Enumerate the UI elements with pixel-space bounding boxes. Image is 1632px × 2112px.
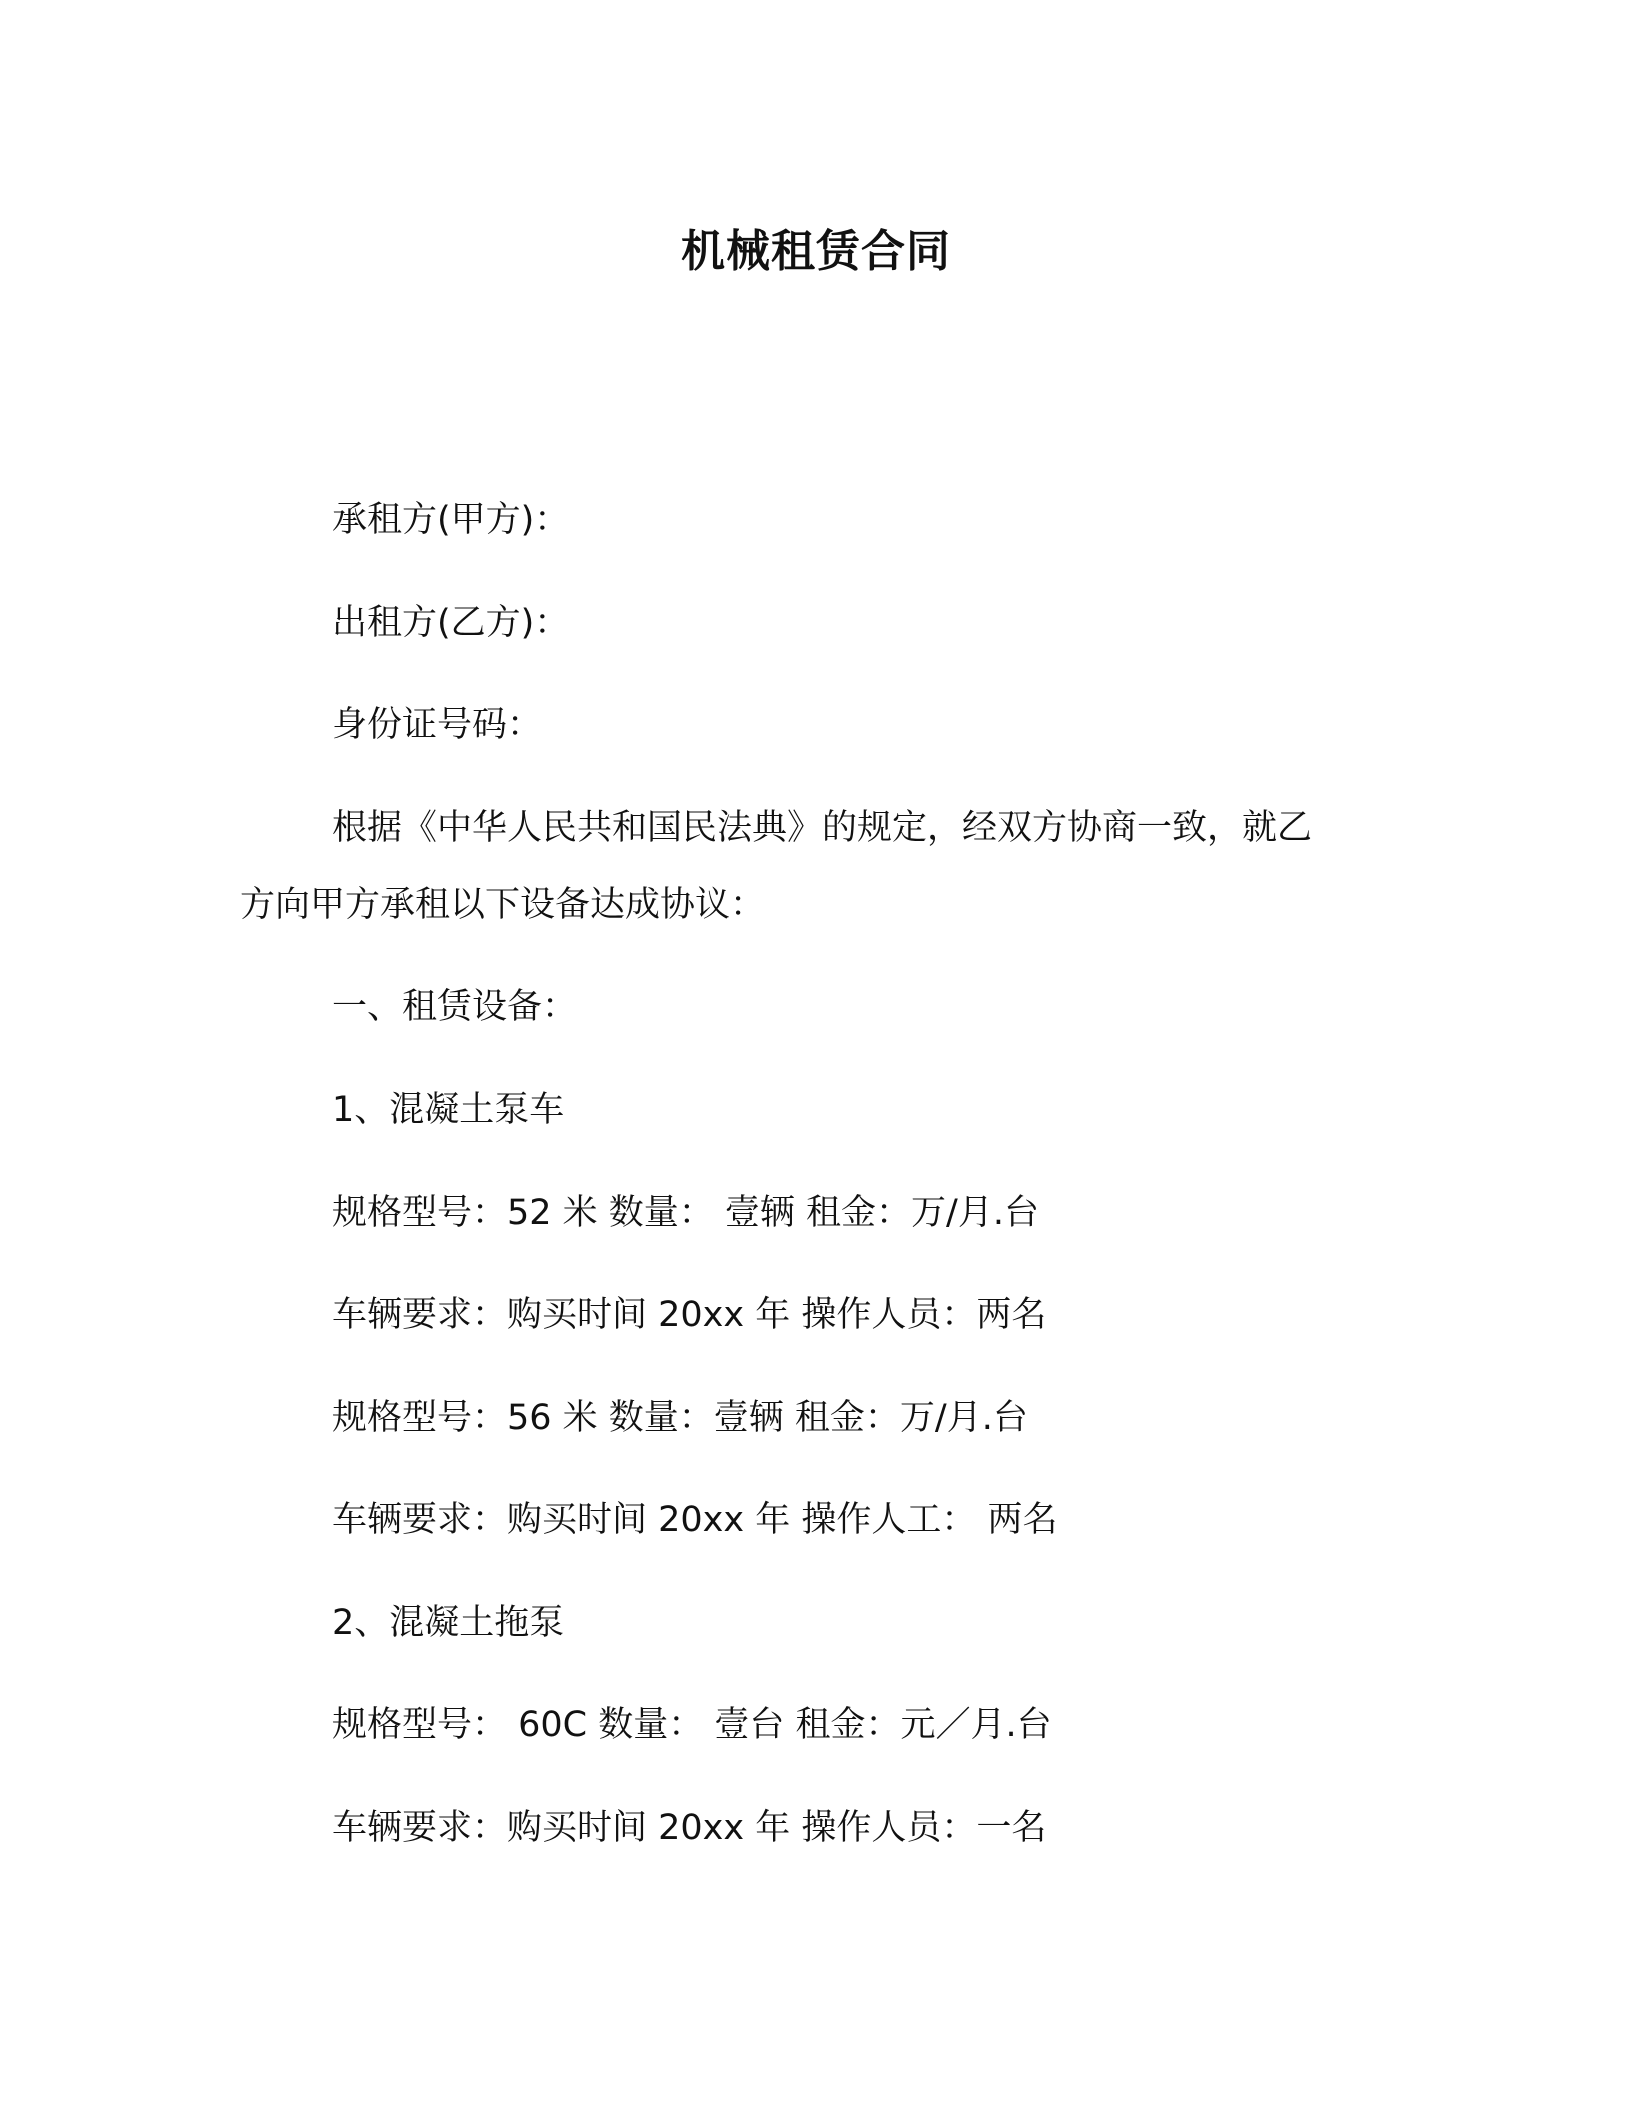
preamble-line-1: 根据《中华人民共和国民法典》的规定，经双方协商一致，就乙 (332, 808, 1313, 848)
item-2-spec: 规格型号： 60C 数量： 壹台 租金：元／月.台 (332, 1705, 1052, 1745)
item-1-requirement-b: 车辆要求：购买时间 20xx 年 操作人工： 两名 (332, 1500, 1058, 1540)
section-heading-equipment: 一、租赁设备： (332, 987, 578, 1027)
item-2-name: 2、混凝土拖泵 (332, 1603, 565, 1643)
lessee-line: 承租方(甲方)： (332, 500, 570, 540)
item-1-spec-b: 规格型号：56 米 数量：壹辆 租金：万/月.台 (332, 1398, 1028, 1438)
document-title: 机械租赁合同 (681, 226, 951, 277)
item-1-spec-a: 规格型号：52 米 数量： 壹辆 租金：万/月.台 (332, 1193, 1039, 1233)
preamble-line-2: 方向甲方承租以下设备达成协议： (240, 885, 766, 925)
id-number-line: 身份证号码： (332, 705, 543, 745)
lessor-line: 出租方(乙方)： (332, 603, 570, 643)
item-1-requirement-a: 车辆要求：购买时间 20xx 年 操作人员：两名 (332, 1295, 1047, 1335)
item-1-name: 1、混凝土泵车 (332, 1090, 565, 1130)
item-2-requirement: 车辆要求：购买时间 20xx 年 操作人员：一名 (332, 1808, 1047, 1848)
